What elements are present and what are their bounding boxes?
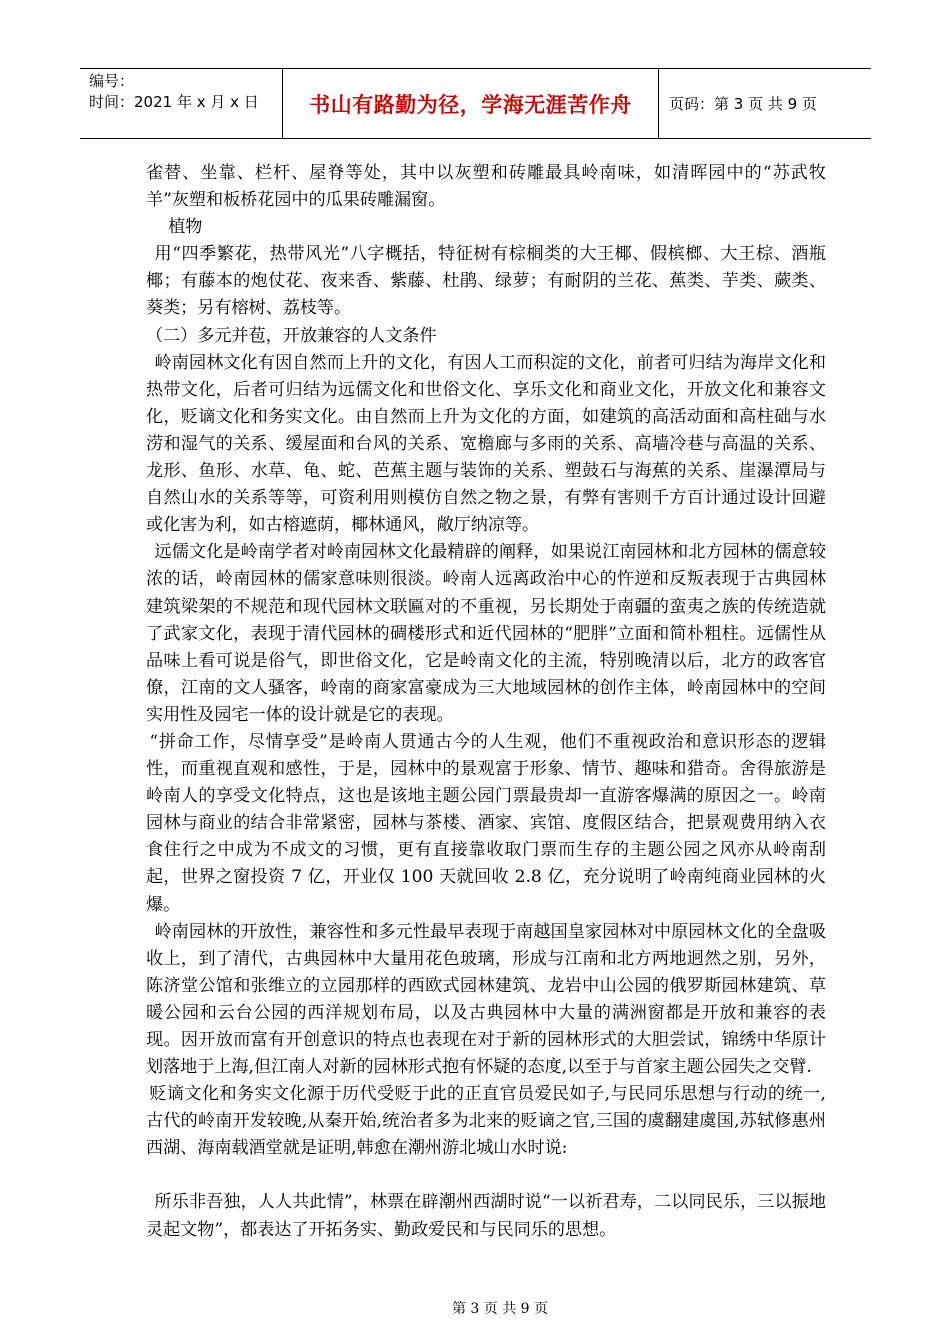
section-heading-plants: 植物 [168,217,203,238]
section-heading-culture: （二）多元并苞，开放兼容的人文条件 [146,325,437,346]
paragraph-quote: 所乐非吾独，人人共此情”，林票在辟潮州西湖时说“一以祈君寿，二以同民乐，三以振地灵起文物”，都表达了开拓务实、勤政爱民和与民同乐的思想。 [146,1192,826,1240]
document-date-label: 时间：2021 年 x 月 x 日 [89,93,259,111]
page-footer: 第 3 页 共 9 页 [451,1301,549,1317]
document-body [146,160,826,1244]
header-motto: 书山有路勤为径，学海无涯苦作舟 [282,69,659,138]
paragraph-exile-culture: 贬谪文化和务实文化源于历代受贬于此的正直官员爱民如子,与民同乐思想与行动的统一,古代的岭南开发较晚,从秦开始,统治者多为北来的贬谪之官,三国的虞翻建虞国,苏轼修惠州西湖、海南载酒堂就是证明,韩愈在潮州游北城山水时说: [146,1084,826,1159]
paragraph-decoration: 雀替、坐靠、栏杆、屋脊等处，其中以灰塑和砖雕最具岭南味，如清晖园中的“苏武牧羊”灰塑和板桥花园中的瓜果砖雕漏窗。 [146,163,826,211]
header-page-label: 页码：第 3 页 共 9 页 [669,95,817,113]
paragraph-gap [146,1162,826,1189]
paragraph-openness: 岭南园林的开放性，兼容性和多元性最早表现于南越国皇家园林对中原园林文化的全盘吸收上，到了清代，古典园林中大量用花色玻璃，形成与江南和北方两地迥然之别，另外，陈济堂公馆和张维立的立园那样的西欧式园林建筑、龙岩中山公园的俄罗斯园林建筑、草暖公园和云台公园的西洋规划布局，以及古典园林中大量的满洲窗都是开放和兼容的表现。因开放而富有开创意识的特点也表现在对于新的园林形式的大胆尝试，锦绣中华原计划落地于上海,但江南人对新的园林形式抱有怀疑的态度,以至于与首家主题公园失之交臂. [146,921,826,1078]
paragraph-plants: 用“四季繁花，热带风光”八字概括，特征树有棕榈类的大王椰、假槟榔、大王棕、酒瓶椰；有藤本的炮仗花、夜来香、紫藤、杜鹃、绿萝；有耐阴的兰花、蕉类、芋类、蕨类、葵类；另有榕树、荔枝等。 [146,244,826,319]
paragraph-enjoyment: “拼命工作，尽情享受”是岭南人贯通古今的人生观，他们不重视政治和意识形态的逻辑性，而重视直观和感性，于是，园林中的景观富于形象、情节、趣味和猎奇。舍得旅游是岭南人的享受文化特点，这也是该地主题公园门票最贵却一直游客爆满的原因之一。岭南园林与商业的结合非常紧密，园林与茶楼、酒家、宾馆、度假区结合，把景观费用纳入衣食住行之中成为不成文的习惯，更有直接靠收取门票而生存的主题公园之风亦从岭南刮起，世界之窗投资 7 亿，开业仅 100 天就回收 2.8 亿，充分说明了岭南纯商业园林的火爆。 [146,731,826,915]
paragraph-culture-overview: 岭南园林文化有因自然而上升的文化，有因人工而积淀的文化，前者可归结为海岸文化和热带文化，后者可归结为远儒文化和世俗文化、享乐文化和商业文化，开放文化和兼容文化，贬谪文化和务实文化。由自然而上升为文化的方面，如建筑的高活动面和高柱础与水涝和湿气的关系、缓屋面和台风的关系、宽檐廊与多雨的关系、高墙冷巷与高温的关系、龙形、鱼形、水草、龟、蛇、芭蕉主题与装饰的关系、塑鼓石与海蕉的关系、崖瀑潭局与自然山水的关系等等，可资利用则模仿自然之物之景，有弊有害则千方百计通过设计回避或化害为利，如古榕遮荫，椰林通风，敞厅纳凉等。 [146,352,826,536]
header-meta [80,69,282,138]
paragraph-far-confucian: 远儒文化是岭南学者对岭南园林文化最精辟的阐释，如果说江南园林和北方园林的儒意较浓的话，岭南园林的儒家意味则很淡。岭南人远离政治中心的忤逆和反叛表现于古典园林建筑梁架的不规范和现代园林文联匾对的不重视，另长期处于南疆的蛮夷之族的传统造就了武家文化，表现于清代园林的碉楼形式和近代园林的“肥胖”立面和简朴粗柱。远儒性从品味上看可说是俗气，即世俗文化，它是岭南文化的主流，特别晚清以后，北方的政客官僚，江南的文人骚客，岭南的商家富豪成为三大地域园林的创作主体，岭南园林中的空间实用性及园宅一体的设计就是它的表现。 [146,542,826,725]
page-header [80,68,871,139]
document-number-label: 编号： [89,72,135,90]
